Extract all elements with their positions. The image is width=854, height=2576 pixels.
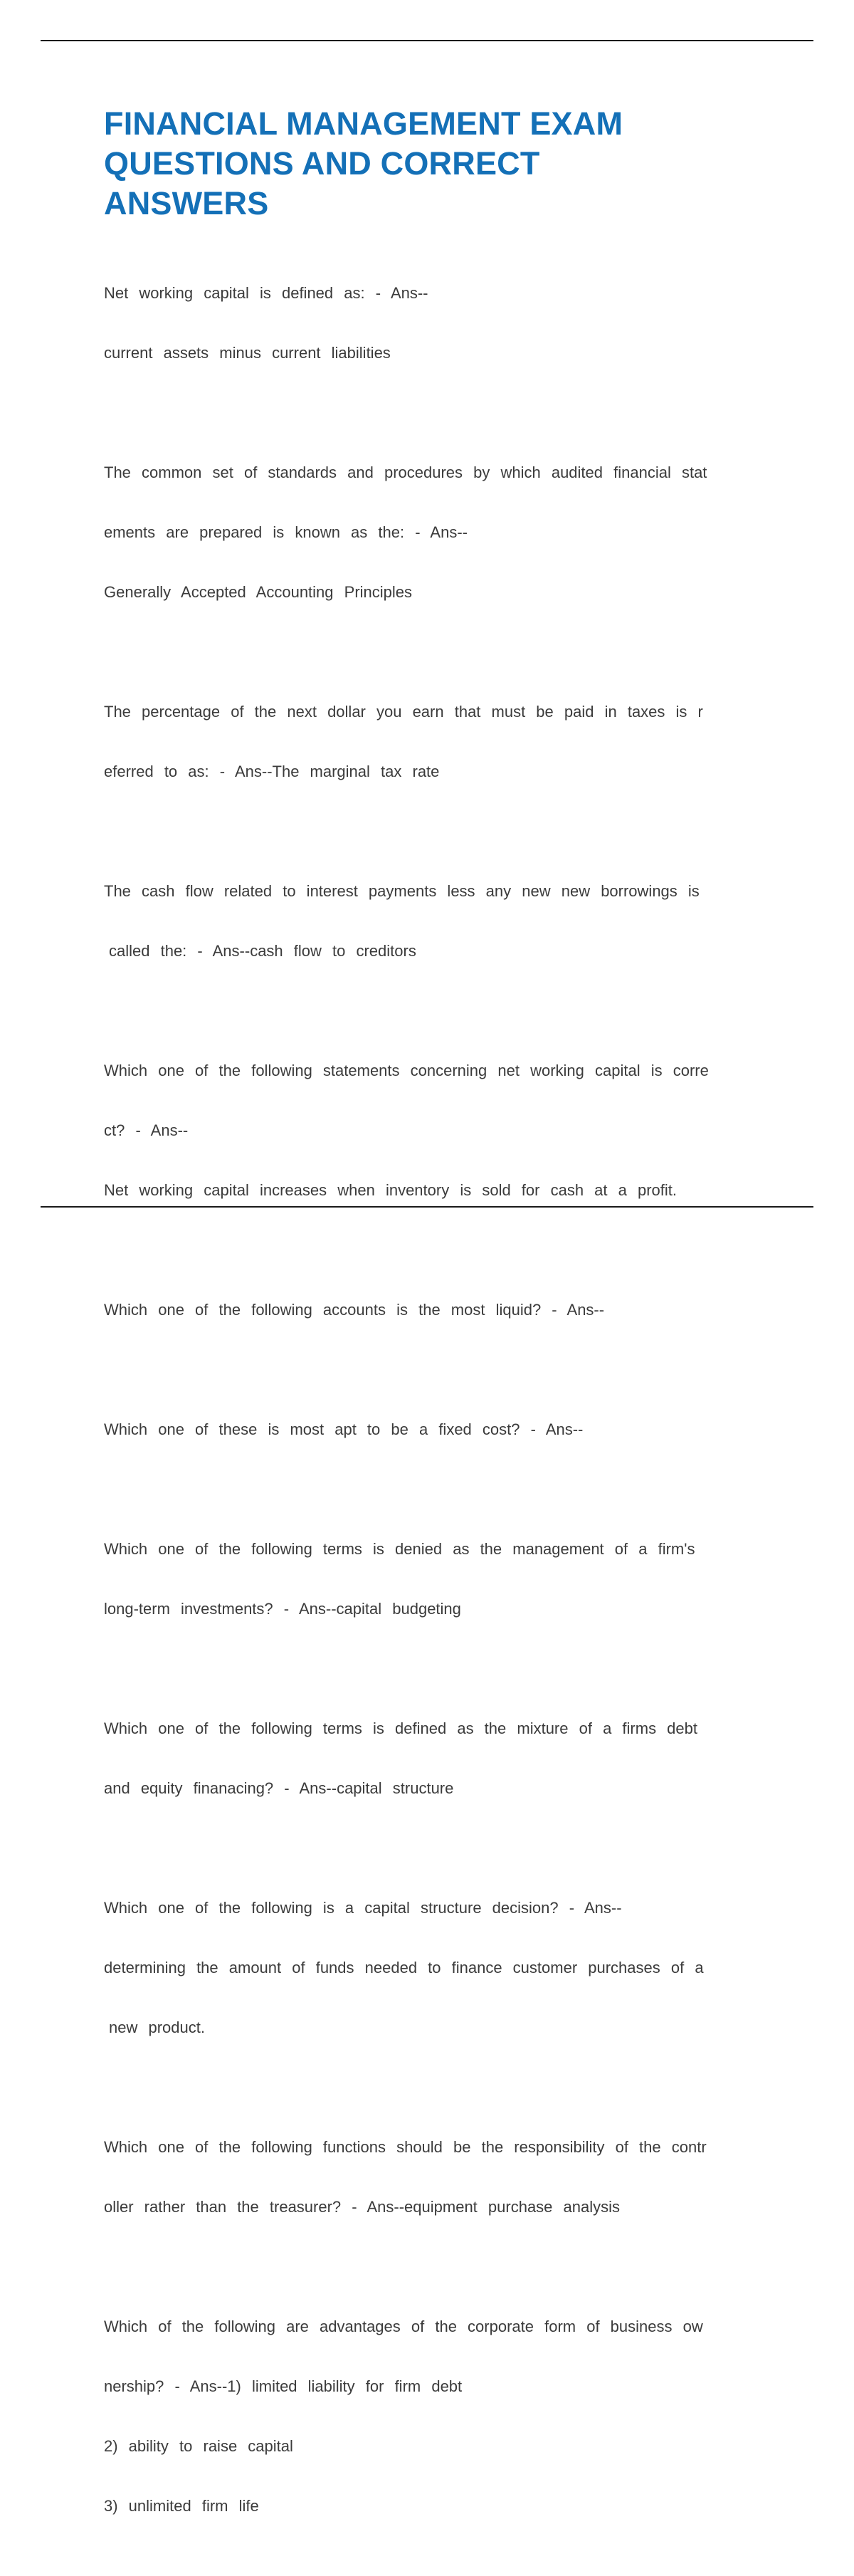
qa-line: Which one of the following functions should be the responsibility of the contr: [104, 2138, 707, 2156]
title-line: ANSWERS: [104, 185, 269, 221]
qa-item: [104, 1260, 773, 1360]
title-line: QUESTIONS AND CORRECT: [104, 145, 540, 182]
qa-line: long-term investments? - Ans--capital budgeting: [104, 1600, 461, 1618]
qa-line: eferred to as: - Ans--The marginal tax rate: [104, 763, 440, 780]
qa-line: Net working capital increases when inventory is sold for cash at a profit.: [104, 1181, 677, 1199]
qa-item: [104, 1679, 773, 1838]
header-rule: [41, 40, 813, 41]
qa-line: and equity finanacing? - Ans--capital structure: [104, 1779, 454, 1797]
qa-item: [104, 842, 773, 1001]
qa-line: The percentage of the next dollar you earn that must be paid in taxes is r: [104, 703, 703, 721]
qa-line: current assets minus current liabilities: [104, 344, 391, 362]
qa-line: Which one of the following terms is denied as the management of a firm's: [104, 1540, 695, 1558]
qa-item: [104, 662, 773, 822]
footer-rule: [41, 1206, 813, 1208]
qa-item: [104, 423, 773, 642]
qa-line: 3) unlimited firm life: [104, 2497, 259, 2515]
qa-line: ements are prepared is known as the: - Ans--: [104, 523, 468, 541]
document-title: [104, 104, 773, 224]
qa-line: The cash flow related to interest payments less any new new borrowings is: [104, 882, 700, 900]
qa-line: new product.: [109, 2019, 205, 2036]
qa-line: Generally Accepted Accounting Principles: [104, 583, 413, 601]
qa-item: [104, 1380, 773, 1480]
qa-line: Which one of the following terms is defined as the mixture of a firms debt: [104, 1719, 697, 1737]
qa-item: [104, 1499, 773, 1659]
qa-line: Which one of the following accounts is the most liquid? - Ans--: [104, 1301, 605, 1319]
qa-line: Which one of the following statements concerning net working capital is corre: [104, 1062, 709, 1079]
qa-item: [104, 244, 773, 403]
qa-item: [104, 2098, 773, 2257]
qa-line: Which one of these is most apt to be a fixed cost? - Ans--: [104, 1420, 584, 1438]
qa-line: The common set of standards and procedures by which audited financial stat: [104, 464, 707, 481]
qa-line: Net working capital is defined as: - Ans--: [104, 284, 428, 302]
qa-item: [104, 1858, 773, 2078]
qa-line: called the: - Ans--cash flow to creditors: [109, 942, 416, 960]
qa-line: nership? - Ans--1) limited liability for firm debt: [104, 2377, 463, 2395]
qa-line: oller rather than the treasurer? - Ans--equipment purchase analysis: [104, 2198, 621, 2216]
title-line: FINANCIAL MANAGEMENT EXAM: [104, 105, 623, 142]
document-body: [104, 104, 773, 2576]
qa-line: Which one of the following is a capital structure decision? - Ans--: [104, 1899, 622, 1917]
qa-line: ct? - Ans--: [104, 1121, 189, 1139]
qa-line: 2) ability to raise capital: [104, 2437, 293, 2455]
qa-line: Which of the following are advantages of the corporate form of business ow: [104, 2318, 703, 2335]
qa-item: [104, 2277, 773, 2556]
qa-line: determining the amount of funds needed to finance customer purchases of a: [104, 1959, 704, 1976]
